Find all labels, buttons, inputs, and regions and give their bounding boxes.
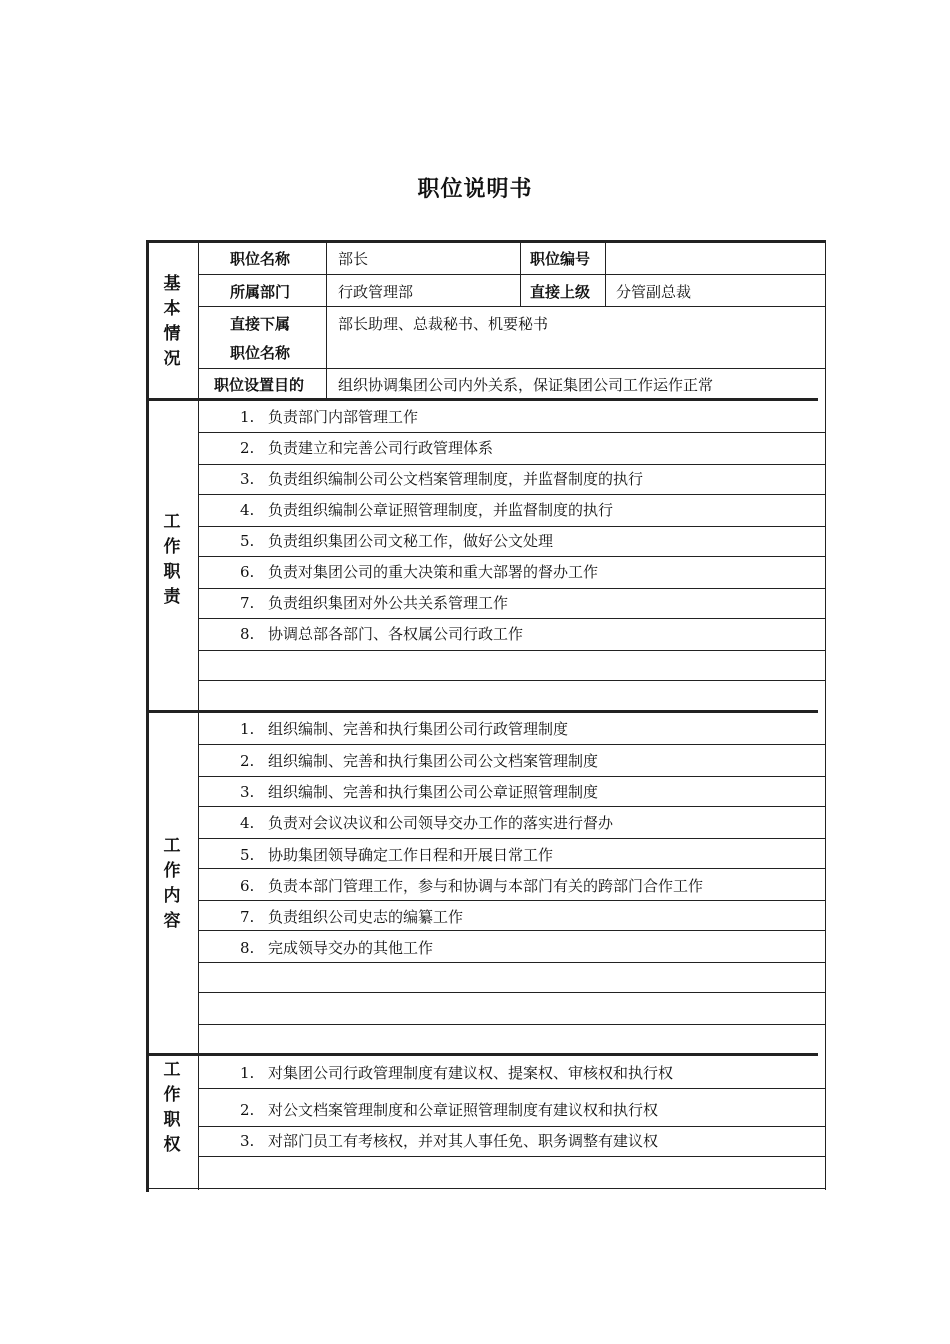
content-section-label: 工 作 内 容	[163, 836, 181, 931]
basic-row-line	[198, 368, 826, 369]
list-item: 8. 协调总部各部门、各权属公司行政工作	[240, 625, 524, 643]
list-item: 5. 协助集团领导确定工作日程和开展日常工作	[240, 846, 554, 864]
department-value: 行政管理部	[338, 283, 414, 301]
basic-row-line	[198, 306, 826, 307]
list-item: 2. 对公文档案管理制度和公章证照管理制度有建议权和执行权	[240, 1101, 659, 1119]
basic-label-divider	[326, 240, 327, 400]
duties-row-line	[198, 556, 826, 557]
authority-row-line	[198, 1088, 826, 1089]
position-code-label: 职位编号	[530, 250, 591, 268]
duties-row-line	[198, 588, 826, 589]
supervisor-value: 分管副总裁	[616, 283, 692, 301]
job-description-table	[146, 240, 826, 1190]
list-item: 2. 负责建立和完善公司行政管理体系	[240, 439, 494, 457]
content-row-line	[198, 962, 826, 963]
authority-row-line	[198, 1126, 826, 1127]
list-item: 1. 组织编制、完善和执行集团公司行政管理制度	[240, 720, 569, 738]
duties-row-line	[198, 526, 826, 527]
list-item: 3. 组织编制、完善和执行集团公司公章证照管理制度	[240, 783, 599, 801]
position-name-value: 部长	[338, 250, 369, 268]
list-item: 3. 负责组织编制公司公文档案管理制度，并监督制度的执行	[240, 470, 644, 488]
list-item: 6. 负责对集团公司的重大决策和重大部署的督办工作	[240, 563, 599, 581]
list-item: 2. 组织编制、完善和执行集团公司公文档案管理制度	[240, 752, 599, 770]
content-row-line	[198, 806, 826, 807]
section-separator	[146, 398, 818, 401]
department-label: 所属部门	[230, 283, 291, 301]
list-item: 5. 负责组织集团公司文秘工作，做好公文处理	[240, 532, 554, 550]
list-item: 3. 对部门员工有考核权，并对其人事任免、职务调整有建议权	[240, 1132, 659, 1150]
list-item: 4. 负责对会议决议和公司领导交办工作的落实进行督办	[240, 814, 614, 832]
purpose-value: 组织协调集团公司内外关系，保证集团公司工作运作正常	[338, 376, 714, 394]
duties-row-line	[198, 464, 826, 465]
duties-row-line	[198, 432, 826, 433]
duties-row-line	[198, 494, 826, 495]
basic-section-label: 基 本 情 况	[163, 274, 181, 369]
basic-right-divider	[605, 240, 606, 306]
list-item: 4. 负责组织编制公章证照管理制度，并监督制度的执行	[240, 501, 614, 519]
table-top-border	[146, 240, 826, 243]
section-separator	[146, 710, 818, 713]
list-item: 1. 负责部门内部管理工作	[240, 408, 419, 426]
basic-row-line	[198, 274, 826, 275]
duties-row-line	[198, 680, 826, 681]
position-name-label: 职位名称	[230, 250, 291, 268]
content-row-line	[198, 930, 826, 931]
authority-section-label: 工 作 职 权	[163, 1060, 181, 1155]
duties-row-line	[198, 650, 826, 651]
list-item: 8. 完成领导交办的其他工作	[240, 939, 434, 957]
basic-mid-divider	[520, 240, 521, 306]
subordinate-label-line2: 职位名称	[230, 344, 291, 362]
purpose-label: 职位设置目的	[214, 376, 305, 394]
content-row-line	[198, 900, 826, 901]
authority-row-line	[198, 1156, 826, 1157]
table-bottom-border	[146, 1188, 826, 1189]
duties-row-line	[198, 618, 826, 619]
content-row-line	[198, 868, 826, 869]
list-item: 7. 负责组织公司史志的编纂工作	[240, 908, 464, 926]
list-item: 7. 负责组织集团对外公共关系管理工作	[240, 594, 509, 612]
duties-section-label: 工 作 职 责	[163, 512, 181, 607]
table-right-border	[825, 240, 826, 1190]
list-item: 6. 负责本部门管理工作，参与和协调与本部门有关的跨部门合作工作	[240, 877, 704, 895]
content-row-line	[198, 992, 826, 993]
content-row-line	[198, 776, 826, 777]
content-row-line	[198, 744, 826, 745]
subordinates-value: 部长助理、总裁秘书、机要秘书	[338, 315, 549, 333]
document-title: 职位说明书	[417, 177, 533, 202]
section-column-divider	[198, 240, 199, 1190]
section-separator	[146, 1053, 818, 1056]
list-item: 1. 对集团公司行政管理制度有建议权、提案权、审核权和执行权	[240, 1064, 674, 1082]
table-left-border	[146, 240, 149, 1192]
content-row-line	[198, 838, 826, 839]
supervisor-label: 直接上级	[530, 283, 591, 301]
subordinate-label-line1: 直接下属	[230, 315, 291, 333]
content-row-line	[198, 1024, 826, 1025]
